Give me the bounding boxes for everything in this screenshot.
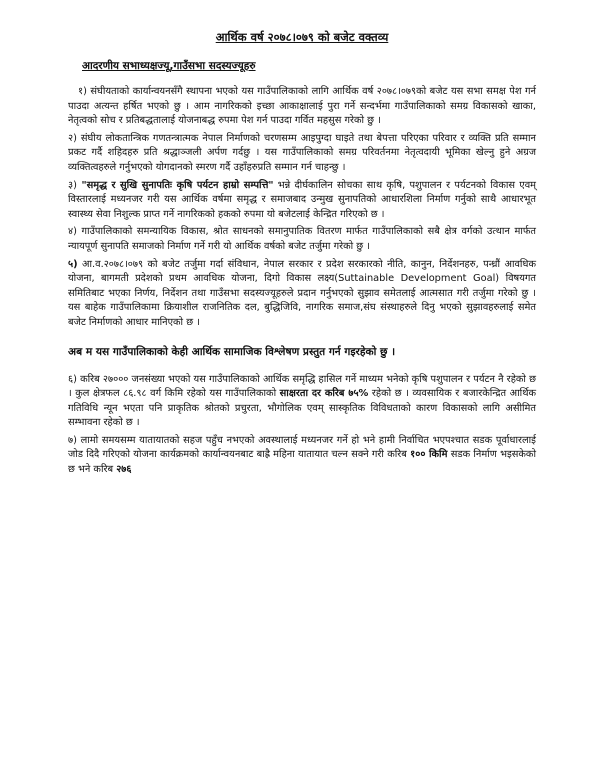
slogan-text: "समृद्ध र सुखि सुनापतिः कृषि पर्यटन हाम्रो सम्पत्ति"	[76, 179, 274, 191]
paragraph-7	[68, 434, 536, 478]
paragraph-text-continued: सडक निर्माण भइसकेको छ भने करिब	[68, 449, 536, 476]
paragraph-text: संघीय लोकतान्त्रिक गणतन्त्रात्मक नेपाल निर्माणको चरणसम्म आइपुग्दा घाइते तथा बेपत्ता परिएका परिवार र व्यक्ति प्रति सम्मान प्रकट गर्दै शहिदहरु प्रति श्रद्धाञ्जली अर्पण गर्दछु । यस गाउँपालिकाको समग्र परिवर्तनमा नेतृत्वदायी भूमिका खेल्नु हुने अग्रज व्यक्तित्वहरुले गर्नुभएको योगदानको स्मरण गर्दै उहाँहरुप्रति सम्मान गर्न चाहन्छु ।	[68, 132, 536, 173]
paragraph-text: भन्ने दीर्घकालिन सोचका साथ कृषि, पशुपालन र पर्यटनको विकास एवम् विस्तारलाई मध्यनजर गरी यस आर्थिक वर्षमा समृद्ध र समाजबाद उन्मुख सुनापतिको आधारशिला निर्माण गर्नुको साथै आधारभूत स्वास्थ्य सेवा निशुल्क प्राप्त गर्ने नागरिकको हकको रुपमा यो बजेटलाई केन्द्रित गरिएको छ ।	[68, 179, 536, 220]
paragraph-text: करिब २७००० जनसंख्या भएको यस गाउँपालिकाको आर्थिक समृद्धि हासिल गर्ने माध्यम भनेको कृषि पशुपालन र पर्यटन नै रहेको छ । कुल क्षेत्रफल ८६.९८ वर्ग किमि रहेको यस गाउँपालिकाको	[68, 373, 536, 400]
paragraph-2	[68, 132, 536, 176]
paragraph-text: आ.व.२०७८।०७९ को बजेट तर्जुमा गर्दा संविधान, नेपाल सरकार र प्रदेश सरकारको नीति, कानुन, निर्देशनहरु, पन्ध्रौं आवधिक योजना, बागमती प्रदेशको प्रथम आवधिक योजना, दिगो विकास लक्ष्य(Suttainable Development Goal) विषयगत समितिबाट भएका निर्णय, निर्देशन तथा गाउँसभा सदस्यज्यूहरुले प्रदान गर्नुभएको सुझाव समेतलाई आत्मसात गरी तर्जुमा गरेको छु । यस बाहेक गाउँपालिकामा क्रियाशील राजनितिक दल, बुद्धिजिवि, नागरिक समाज,संघ संस्थाहरुले दिनु भएको सुझावहरुलाई समेत बजेट निर्माणको आधार मानिएको छ ।	[68, 258, 536, 328]
road-count-highlight: २७६	[116, 464, 132, 476]
paragraph-3	[68, 179, 536, 223]
paragraph-1	[68, 85, 536, 129]
paragraph-4	[68, 225, 536, 254]
road-length-highlight: १०० किमि	[410, 449, 448, 461]
paragraph-text: संघीयताको कार्यान्वयनसँगै स्थापना भएको यस गाउँपालिकाको लागि आर्थिक वर्ष २०७८।०७९को बजेट यस सभा समक्ष पेश गर्न पाउदा अत्यन्त हर्षित भएको छु । आम नागरिकको इच्छा आकाक्षालाई पुरा गर्ने सन्दर्भमा गाउँपालिकाको समग्र विकासको खाका, नेतृत्वको सोच र प्रतिबद्धतालाई योजनाबद्ध रुपमा पेश गर्न पाउदा गर्वित महसुस गरेको छु ।	[68, 86, 536, 127]
document-title: आर्थिक वर्ष २०७८।०७९ को बजेट वक्तव्य	[215, 30, 389, 44]
salutation: आदरणीय सभाध्यक्षज्यू,गाउँसभा सदस्यज्यूहरु	[82, 60, 256, 72]
paragraph-number: ७)	[68, 434, 77, 446]
paragraph-number: २)	[68, 132, 77, 144]
paragraph-number: ४)	[68, 226, 77, 238]
literacy-rate-highlight: साक्षरता दर करिब ७५%	[279, 388, 369, 400]
paragraph-6	[68, 373, 536, 431]
paragraph-text: लामो समयसम्म यातायातको सहज पहुँच नभएको अवस्थालाई मध्यनजर गर्ने हो भने हामी निर्वाचित भएपश्चात सडक पूर्वाधारलाई जोड दिदै गरिएको योजना कार्यक्रमको कार्यान्वयनबाट बाह्रै महिना यातायात चल्न सक्ने गरी करिब	[68, 434, 536, 461]
paragraph-5	[68, 258, 536, 331]
paragraph-text: गाउँपालिकाको समन्यायिक विकास, श्रोत साधनको समानुपातिक वितरण मार्फत गाउँपालिकाको सबै क्षेत्र वर्गको उत्थान मार्फत न्यायपूर्ण सुनापति समाजको निर्माण गर्ने गरी यो आर्थिक वर्षको बजेट तर्जुमा गरेको छु ।	[68, 226, 536, 252]
paragraph-number: ५)	[68, 258, 78, 270]
paragraph-number: ३)	[68, 179, 77, 191]
paragraph-text-continued: रहेको छ । व्यवसायिक र बजारकेन्द्रित आर्थिक गतिविधि न्यून भएता पनि प्राकृतिक श्रोतको प्रचुरता, भौगोलिक एवम् सास्कृतिक विविधताको कारण विकासको लागि असीमित सम्भावना रहेको छ ।	[68, 388, 536, 429]
paragraph-number: १)	[78, 86, 87, 97]
paragraph-number: ६)	[68, 373, 77, 385]
section-heading: अब म यस गाउँपालिकाको केही आर्थिक सामाजिक विश्लेषण प्रस्तुत गर्न गइरहेको छु ।	[68, 345, 396, 358]
